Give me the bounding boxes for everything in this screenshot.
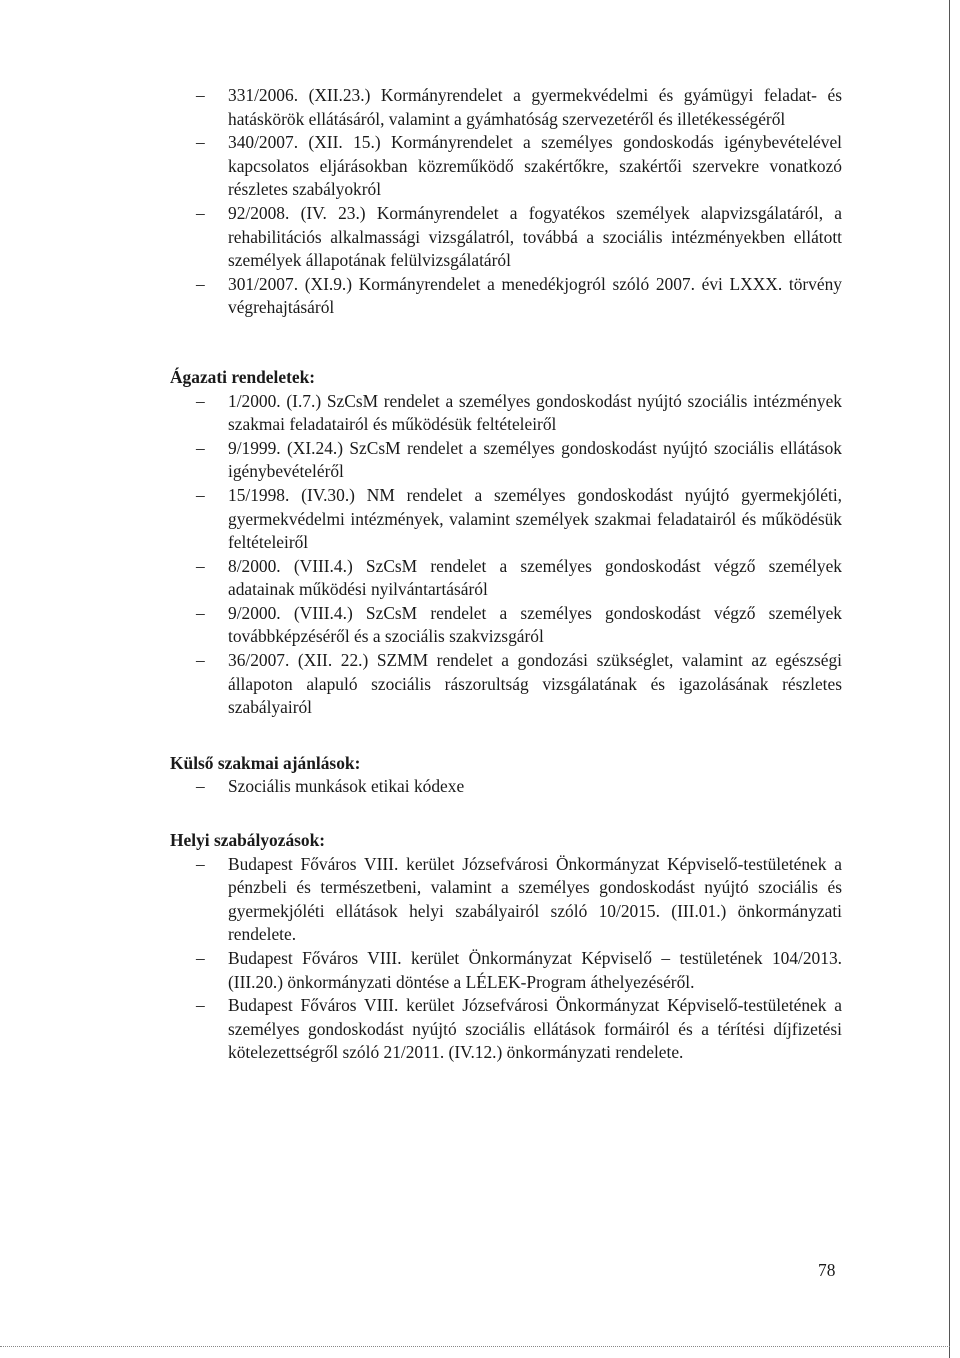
list-item bbox=[170, 994, 842, 1065]
dash-bullet: – bbox=[196, 85, 205, 105]
list-item-text: 340/2007. (XII. 15.) Kormányrendelet a személyes gondoskodás igénybevételével kapcsolatos eljárásokban közreműködő szakértőkre, szakértői szervekre vonatkozó részletes szabályokról bbox=[228, 132, 842, 200]
dash-bullet: – bbox=[196, 602, 205, 623]
dash-bullet: – bbox=[196, 484, 205, 505]
list-item bbox=[170, 273, 842, 320]
list-item-text: Budapest Főváros VIII. kerület Józsefvárosi Önkormányzat Képviselő-testületének a személyes gondoskodást nyújtó szociális ellátások formáiról és a térítési díjfizetési kötelezettségről szóló 21/2011. (IV.12.) önkormányzati rendelete. bbox=[228, 995, 842, 1063]
list-item-text: 301/2007. (XI.9.) Kormányrendelet a menedékjogról szóló 2007. évi LXXX. törvény végrehajtásáról bbox=[228, 273, 842, 318]
section-heading-helyi: Helyi szabályozások: bbox=[170, 830, 326, 851]
section-heading-agazati: Ágazati rendeletek: bbox=[170, 366, 316, 387]
dash-bullet: – bbox=[196, 273, 205, 294]
dash-bullet: – bbox=[196, 776, 205, 797]
dash-bullet: – bbox=[196, 853, 205, 874]
section-heading-kulso: Külső szakmai ajánlások: bbox=[170, 752, 361, 773]
dash-bullet: – bbox=[196, 437, 205, 458]
list-item bbox=[170, 649, 842, 720]
list-item-text: 9/1999. (XI.24.) SzCsM rendelet a személyes gondoskodást nyújtó szociális ellátások igénybevételéről bbox=[228, 437, 842, 482]
list-item bbox=[170, 390, 842, 437]
list-item bbox=[170, 437, 842, 484]
dash-bullet: – bbox=[196, 650, 205, 671]
list-item bbox=[170, 202, 842, 273]
list-item-text: 92/2008. (IV. 23.) Kormányrendelet a fogyatékos személyek alapvizsgálatáról, a rehabilitációs alkalmassági vizsgálatról, továbbá a szociális intézményekben ellátott személyek állapotának felülvizsgálatáról bbox=[228, 202, 842, 271]
dash-bullet: – bbox=[196, 202, 205, 223]
list-item bbox=[170, 555, 842, 602]
list-item bbox=[170, 484, 842, 555]
list-item-text: 1/2000. (I.7.) SzCsM rendelet a személyes gondoskodást nyújtó szociális intézmények szakmai feladatairól és működésük feltételeiről bbox=[228, 390, 842, 435]
dash-bullet: – bbox=[196, 390, 205, 411]
scan-bottom-edge bbox=[0, 1346, 950, 1347]
list-item bbox=[170, 853, 842, 947]
list-item bbox=[170, 947, 842, 994]
document-body bbox=[170, 84, 842, 1065]
list-item-text: 15/1998. (IV.30.) NM rendelet a személyes gondoskodást nyújtó gyermekjóléti, gyermekvédelmi intézmények, valamint személyek szakmai feladatairól és működésük feltételeiről bbox=[228, 484, 842, 553]
dash-bullet: – bbox=[196, 948, 205, 968]
agazati-list bbox=[170, 390, 842, 720]
list-item bbox=[170, 131, 842, 202]
list-item-text: 36/2007. (XII. 22.) SZMM rendelet a gondozási szükséglet, valamint az egészségi állapoton alapuló szociális rászorultság vizsgálatának és igazolásának részletes szabályairól bbox=[228, 650, 842, 718]
list-item-text: Budapest Főváros VIII. kerület Önkormányzat Képviselő – testületének 104/2013.(III.20.) önkormányzati döntése a LÉLEK-Program áthelyezéséről. bbox=[228, 948, 842, 992]
dash-bullet: – bbox=[196, 555, 205, 576]
kulso-list bbox=[170, 775, 842, 799]
helyi-list bbox=[170, 853, 842, 1065]
scan-page-edge bbox=[949, 0, 950, 1358]
list-item-text: Budapest Főváros VIII. kerület Józsefvárosi Önkormányzat Képviselő-testületének a pénzbeli és természetbeni, valamint a személyes gondoskodást nyújtó szociális és gyermekjóléti ellátások helyi szabályairól szóló 10/2015. (III.01.) önkormányzati rendelete. bbox=[228, 853, 842, 945]
list-item bbox=[170, 84, 842, 131]
dash-bullet: – bbox=[196, 132, 205, 153]
dash-bullet: – bbox=[196, 995, 205, 1016]
page-number: 78 bbox=[818, 1260, 836, 1280]
list-item-text: 9/2000. (VIII.4.) SzCsM rendelet a személyes gondoskodást végző személyek továbbképzéséről és a szociális szakvizsgáról bbox=[228, 602, 842, 647]
list-item-text: 8/2000. (VIII.4.) SzCsM rendelet a személyes gondoskodást végző személyek adatainak működési nyilvántartásáról bbox=[228, 555, 842, 600]
list-item-text: 331/2006. (XII.23.) Kormányrendelet a gyermekvédelmi és gyámügyi feladat- és hatáskörök ellátásáról, valamint a gyámhatóság szervezetéről és illetékességéről bbox=[228, 85, 842, 129]
list-item-text: Szociális munkások etikai kódexe bbox=[228, 776, 465, 797]
list-item bbox=[170, 602, 842, 649]
top-list bbox=[170, 84, 842, 320]
list-item bbox=[170, 775, 842, 799]
